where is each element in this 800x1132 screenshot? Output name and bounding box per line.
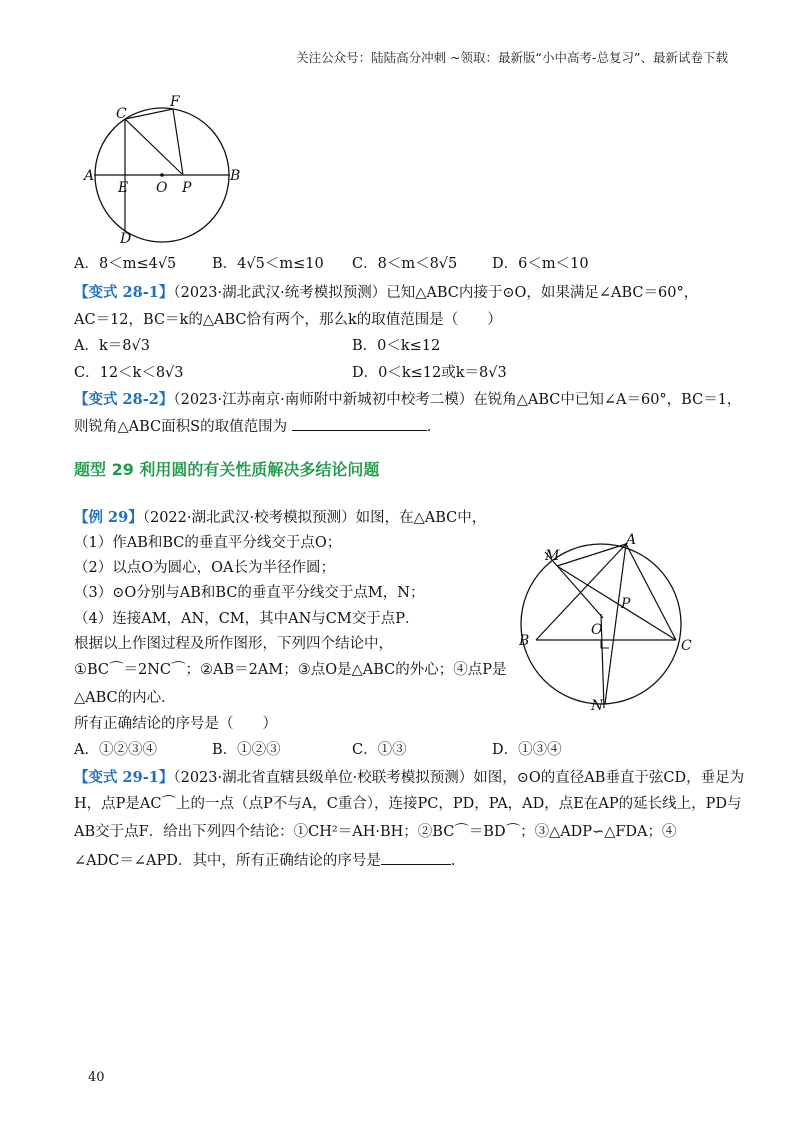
example-29-tag: 【例 29】	[74, 509, 143, 526]
variant-29-1-text: （2023·湖北省直辖县级单位·校联考模拟预测）如图，⊙O的直径AB垂直于弦CD，垂足为	[173, 770, 745, 786]
example-29-line7: △ABC的内心．	[74, 690, 176, 706]
variant-28-1-option-c: C．12＜k＜8√3	[74, 365, 184, 381]
example-29-step1: （1）作AB和BC的垂直平分线交于点O；	[74, 535, 342, 551]
example-29-option-b: B．①②③	[212, 742, 281, 758]
example-29-line5: 根据以上作图过程及所作图形，下列四个结论中，	[74, 636, 393, 652]
example-29-option-c: C．①③	[352, 742, 407, 758]
variant-28-1-line2: AC＝12，BC＝k的△ABC恰有两个，那么k的取值范围是（ ）	[74, 312, 502, 328]
fig1-label-p: P	[182, 180, 192, 196]
period: .	[426, 419, 432, 435]
example-29-step2: （2）以点O为圆心，OA长为半径作圆；	[74, 560, 335, 576]
example-29-option-a: A．①②③④	[74, 742, 157, 758]
prev-option-b: B．4√5＜m≤10	[212, 256, 324, 272]
fig1-label-o: O	[156, 180, 168, 196]
fig1-label-c: C	[116, 106, 127, 122]
example-29-step3: （3）⊙O分别与AB和BC的垂直平分线交于点M，N；	[74, 585, 425, 601]
variant-28-1-tag: 【变式 28-1】	[74, 284, 174, 301]
fig2-label-o: O	[591, 622, 603, 638]
variant-28-1-text: （2023·湖北武汉·统考模拟预测）已知△ABC内接于⊙O，如果满足∠ABC＝60°，	[173, 285, 699, 301]
example-29-line6: ①BC⌒＝2NC⌒；②AB＝2AM；③点O是△ABC的外心；④点P是	[74, 662, 507, 678]
prev-option-d: D．6＜m＜10	[492, 256, 589, 272]
period-2: .	[450, 853, 456, 869]
variant-28-1-option-d: D．0＜k≤12或k＝8√3	[352, 365, 507, 381]
variant-29-1-line2: H，点P是AC⌒上的一点（点P不与A，C重合），连接PC，PD，PA，AD，点E在AP的延长线上，PD与	[74, 796, 742, 812]
variant-29-1-line3: AB交于点F．给出下列四个结论：①CH²＝AH·BH；②BC⌒＝BD⌒；③△ADP∽△FDA；④	[74, 824, 677, 840]
example-29-intro-text: （2022·湖北武汉·校考模拟预测）如图，在△ABC中，	[142, 510, 487, 526]
figure-circle-1	[80, 92, 250, 252]
variant-28-2-text: （2023·江苏南京·南师附中新城初中校考二模）在锐角△ABC中已知∠A＝60°，BC＝1，	[173, 392, 742, 408]
prev-option-a: A．8＜m≤4√5	[74, 256, 177, 272]
example-29-line8: 所有正确结论的序号是（ ）	[74, 716, 277, 732]
page-number: 40	[88, 1070, 105, 1085]
fig1-label-d: D	[120, 231, 132, 247]
fig2-label-b: B	[519, 633, 530, 649]
variant-28-1-line1	[74, 283, 698, 303]
variant-29-1-tag: 【变式 29-1】	[74, 769, 174, 786]
variant-28-2-tag: 【变式 28-2】	[74, 391, 174, 408]
example-29-option-d: D．①③④	[492, 742, 562, 758]
variant-28-1-option-b: B．0＜k≤12	[352, 338, 441, 354]
fig1-label-f: F	[170, 94, 180, 110]
answer-blank-2	[381, 850, 451, 865]
fig2-label-m: M	[545, 548, 560, 564]
section-heading: 题型 29 利用圆的有关性质解决多结论问题	[74, 460, 380, 479]
variant-28-1-option-a: A．k＝8√3	[74, 338, 150, 354]
example-29-step4: （4）连接AM，AN，CM，其中AN与CM交于点P．	[74, 611, 420, 627]
variant-28-2-text2: 则锐角△ABC面积S的取值范围为	[74, 419, 288, 435]
figure-circle-2	[515, 530, 695, 715]
variant-29-1-line4	[74, 850, 455, 871]
variant-29-1-line1	[74, 768, 744, 788]
fig1-label-a: A	[84, 168, 95, 184]
example-29-intro	[74, 508, 486, 528]
fig2-label-a: A	[626, 532, 637, 548]
variant-28-2-line1	[74, 390, 741, 410]
fig1-label-b: B	[230, 168, 241, 184]
variant-29-1-text4: ∠ADC＝∠APD．其中，所有正确结论的序号是	[74, 853, 381, 869]
prev-option-c: C．8＜m＜8√5	[352, 256, 458, 272]
fig2-label-p: P	[621, 596, 631, 612]
variant-28-2-line2	[74, 416, 431, 437]
fig2-label-c: C	[681, 638, 692, 654]
fig1-label-e: E	[118, 180, 129, 196]
page-header: 关注公众号：陆陆高分冲刺 ~领取：最新版“小中高考-总复习”、最新试卷下载	[296, 50, 728, 65]
fig2-label-n: N	[591, 698, 604, 714]
answer-blank	[292, 416, 427, 431]
